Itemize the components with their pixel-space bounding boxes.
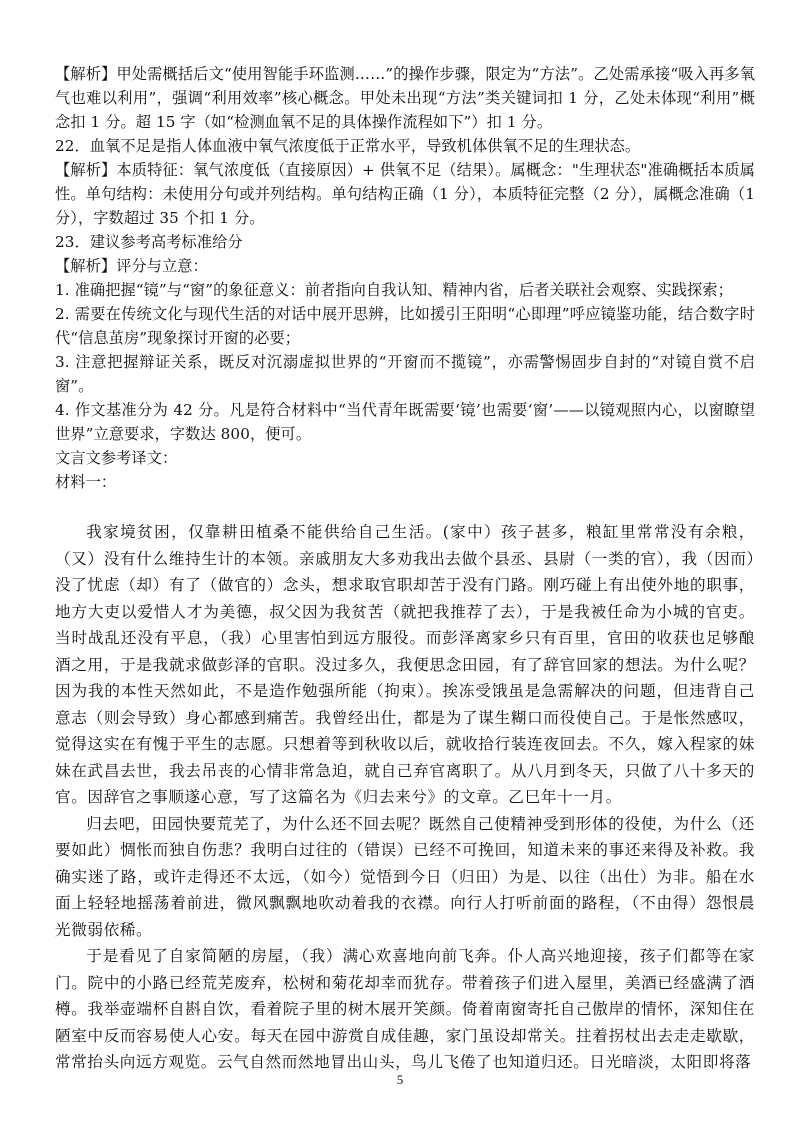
translation-paragraph: 于是看见了自家简陋的房屋，（我）满心欢喜地向前飞奔。仆人高兴地迎接，孩子们都等在家门。院中的小路已经荒芜废弃，松树和菊花却幸而犹存。带着孩子们进入屋里，美酒已经盛满了酒樽。我举壶端杯自斟自饮，看着院子里的树木展开笑颜。倚着南窗寄托自己傲岸的情怀，深知住在陋室中反而容易使人心安。每天在园中游赏自成佳趣，家门虽设却常关。拄着拐杖出去走走歇歇，常常抬头向远方观览。云气自然而然地冒出山头，鸟儿飞倦了也知道归还。日光暗淡，太阳即将落 xyxy=(55,947,755,1071)
translation-paragraph: 归去吧，田园快要荒芜了，为什么还不回去呢？既然自己使精神受到形体的役使，为什么（还要如此）惆怅而独自伤悲？我明白过往的（错误）已经不可挽回，知道未来的事还来得及补救。我确实迷了路，或许走得还不太远，（如今）觉悟到今日（归田）为是、以往（出仕）为非。船在水面上轻轻地摇荡着前进，微风飘飘地吹动着我的衣襟。向行人打听前面的路程，（不由得）怨恨晨光微弱依稀。 xyxy=(55,814,755,939)
scoring-point-4: 4. 作文基准分为 42 分。凡是符合材料中“当代青年既需要‘镜’也需要‘窗’——以镜观照内心，以窗瞭望世界”立意要求，字数达 800，便可。 xyxy=(55,401,755,443)
answer-23: 23．建议参考高考标准给分 xyxy=(55,233,243,251)
scoring-point-2: 2. 需要在传统文化与现代生活的对话中展开思辨，比如援引王阳明“心即理”呼应镜鉴功能，结合数字时代“信息茧房”现象探讨开窗的必要； xyxy=(55,305,755,347)
answer-22: 22．血氧不足是指人体血液中氧气浓度低于正常水平，导致机体供氧不足的生理状态。 xyxy=(55,137,641,155)
material-one-label: 材料一： xyxy=(55,473,117,491)
analysis-21: 【解析】甲处需概括后文“使用智能手环监测……”的操作步骤，限定为“方法”。乙处需承接“吸入再多氧气也难以利用”，强调“利用效率”核心概念。甲处未出现“方法”类关键词扣 1 分，乙处未体现“利用”概念扣 1 分。超 15 字（如“检测血氧不足的具体操作流程如下”）扣 1 分。 xyxy=(55,65,755,131)
translation-paragraph: 我家境贫困，仅靠耕田植桑不能供给自己生活。(家中）孩子甚多，粮缸里常常没有余粮，（又）没有什么维持生计的本领。亲戚朋友大多劝我出去做个县丞、县尉（一类的官），我（因而）没了忧虑（却）有了（做官的）念头，想求取官职却苦于没有门路。刚巧碰上有出使外地的职事，地方大吏以爱惜人才为美德，叔父因为我贫苦（就把我推荐了去），于是我被任命为小城的官吏。当时战乱还没有平息，（我）心里害怕到远方服役。而彭泽离家乡只有百里，官田的收获也足够酿酒之用，于是我就求做彭泽的官职。没过多久，我便思念田园，有了辞官回家的想法。为什么呢？因为我的本性天然如此，不是造作勉强所能（拘束）。挨冻受饿虽是急需解决的问题，但违背自己意志（则会导致）身心都感到痛苦。我曾经出仕，都是为了谋生糊口而役使自己。于是怅然感叹，觉得这实在有愧于平生的志愿。只想着等到秋收以后，就收拾行装连夜回去。不久，嫁入程家的妹妹在武昌去世，我去吊丧的心情非常急迫，就自己弃官离职了。从八月到冬天，只做了八十多天的官。因辞官之事顺遂心意，写了这篇名为《归去来兮》的文章。乙巳年十一月。 xyxy=(55,523,755,806)
scoring-point-1: 1. 准确把握“镜”与“窗”的象征意义：前者指向自我认知、精神内省，后者关联社会观察、实践探索； xyxy=(55,281,733,299)
translation-body xyxy=(55,519,755,1076)
answer-analysis-section xyxy=(55,62,755,494)
translation-heading: 文言文参考译文： xyxy=(55,449,178,467)
scoring-point-3: 3. 注意把握辩证关系，既反对沉溺虚拟世界的“开窗而不揽镜”，亦需警惕固步自封的“对镜自赏不启窗”。 xyxy=(55,353,755,395)
analysis-23-heading: 【解析】评分与立意： xyxy=(55,257,208,275)
analysis-22: 【解析】本质特征：氧气浓度低（直接原因）+ 供氧不足（结果）。属概念："生理状态"准确概括本质属性。单句结构：未使用分句或并列结构。单句结构正确（1 分），本质特征完整（2 分），属概念准确（1 分），字数超过 35 个扣 1 分。 xyxy=(55,161,755,227)
page-number: 5 xyxy=(396,1072,404,1087)
